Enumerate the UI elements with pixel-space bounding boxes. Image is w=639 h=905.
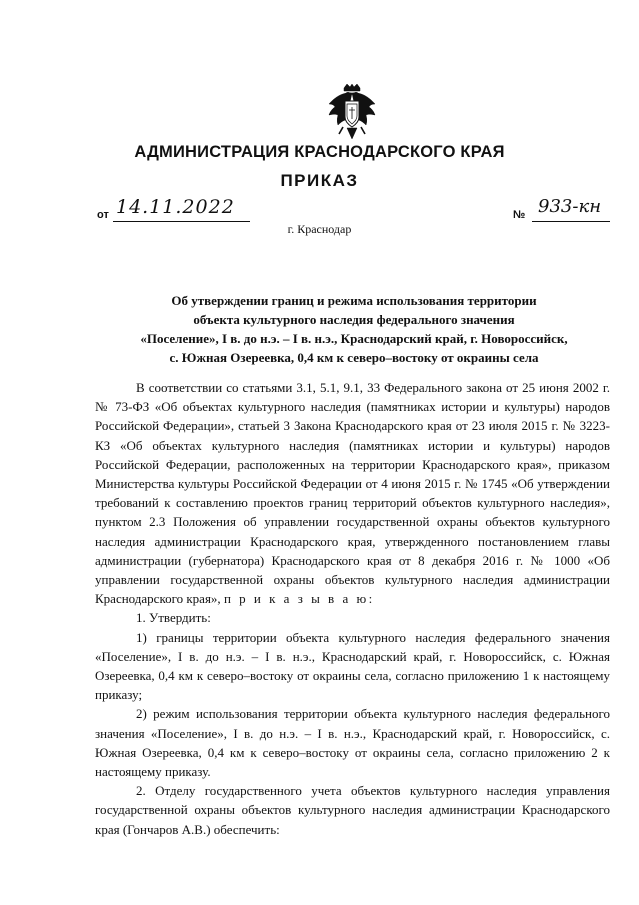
decree-word: п р и к а з ы в а ю: bbox=[223, 591, 375, 607]
item-1-1: 1) границы территории объекта культурного наследия федерального значения «Поселение», I в. до н.э. – I в. н.э., Краснодарский край, г. Новороссийск, с. Южная Озереевка, 0,4 км к северо–востоку от окраины села, согласно приложению 1 к настоящему приказу; bbox=[95, 629, 610, 703]
item-1-2: 2) режим использования территории объекта культурного наследия федерального значения «Поселение», I в. до н.э. – I в. н.э., Краснодарский край, г. Новороссийск, с. Южная Озереевка, 0,4 км к северо–востоку от окраины села, согласно приложению 2 к настоящему приказу. bbox=[95, 706, 610, 780]
number-label: № bbox=[513, 209, 526, 221]
city-line: г. Краснодар bbox=[287, 222, 352, 236]
intro-paragraph bbox=[95, 378, 610, 608]
document-title bbox=[90, 291, 618, 367]
coat-of-arms-emblem bbox=[326, 84, 378, 142]
title-line: «Поселение», I в. до н.э. – I в. н.э., Краснодарский край, г. Новороссийск, bbox=[140, 331, 568, 346]
handwritten-number: 933-кн bbox=[538, 196, 602, 217]
document-body bbox=[95, 378, 610, 839]
item-1: 1. Утвердить: bbox=[136, 610, 211, 626]
title-line: Об утверждении границ и режима использования территории bbox=[171, 293, 537, 308]
title-line: объекта культурного наследия федерального значения bbox=[193, 312, 515, 327]
item-2: 2. Отделу государственного учета объектов культурного наследия управления государственной охраны объектов культурного наследия администрации Краснодарского края (Гончаров А.В.) обеспечить: bbox=[95, 783, 610, 837]
agency-name: АДМИНИСТРАЦИЯ КРАСНОДАРСКОГО КРАЯ bbox=[134, 143, 505, 161]
date-label: от bbox=[97, 209, 109, 221]
title-line: с. Южная Озереевка, 0,4 км к северо–востоку от окраины села bbox=[169, 350, 539, 365]
document-type: ПРИКАЗ bbox=[280, 171, 359, 190]
handwritten-date: 14.11.2022 bbox=[116, 196, 235, 218]
intro-text: В соответствии со статьями 3.1, 5.1, 9.1, 33 Федерального закона от 25 июня 2002 г. № 73-ФЗ «Об объектах культурного наследия (памятниках истории и культуры) народов Российской Федерации», статьей 3 Закона Краснодарского края от 23 июля 2015 г. № 3223-КЗ «Об объектах культурного наследия (памятниках истории и культуры) народов Российской Федерации, расположенных на территории Краснодарского края», приказом Министерства культуры Российской Федерации от 4 июня 2015 г. № 1745 «Об утверждении требований к составлению проектов границ территорий объектов культурного наследия», пунктом 2.3 Положения об управлении государственной охраны объектов культурного наследия администрации Краснодарского края, утвержденного постановлением главы администрации (губернатора) Краснодарского края от 8 декабря 2016 г. № 1000 «Об управлении государственной охраны объектов культурного наследия администрации Краснодарского края», bbox=[95, 380, 610, 607]
